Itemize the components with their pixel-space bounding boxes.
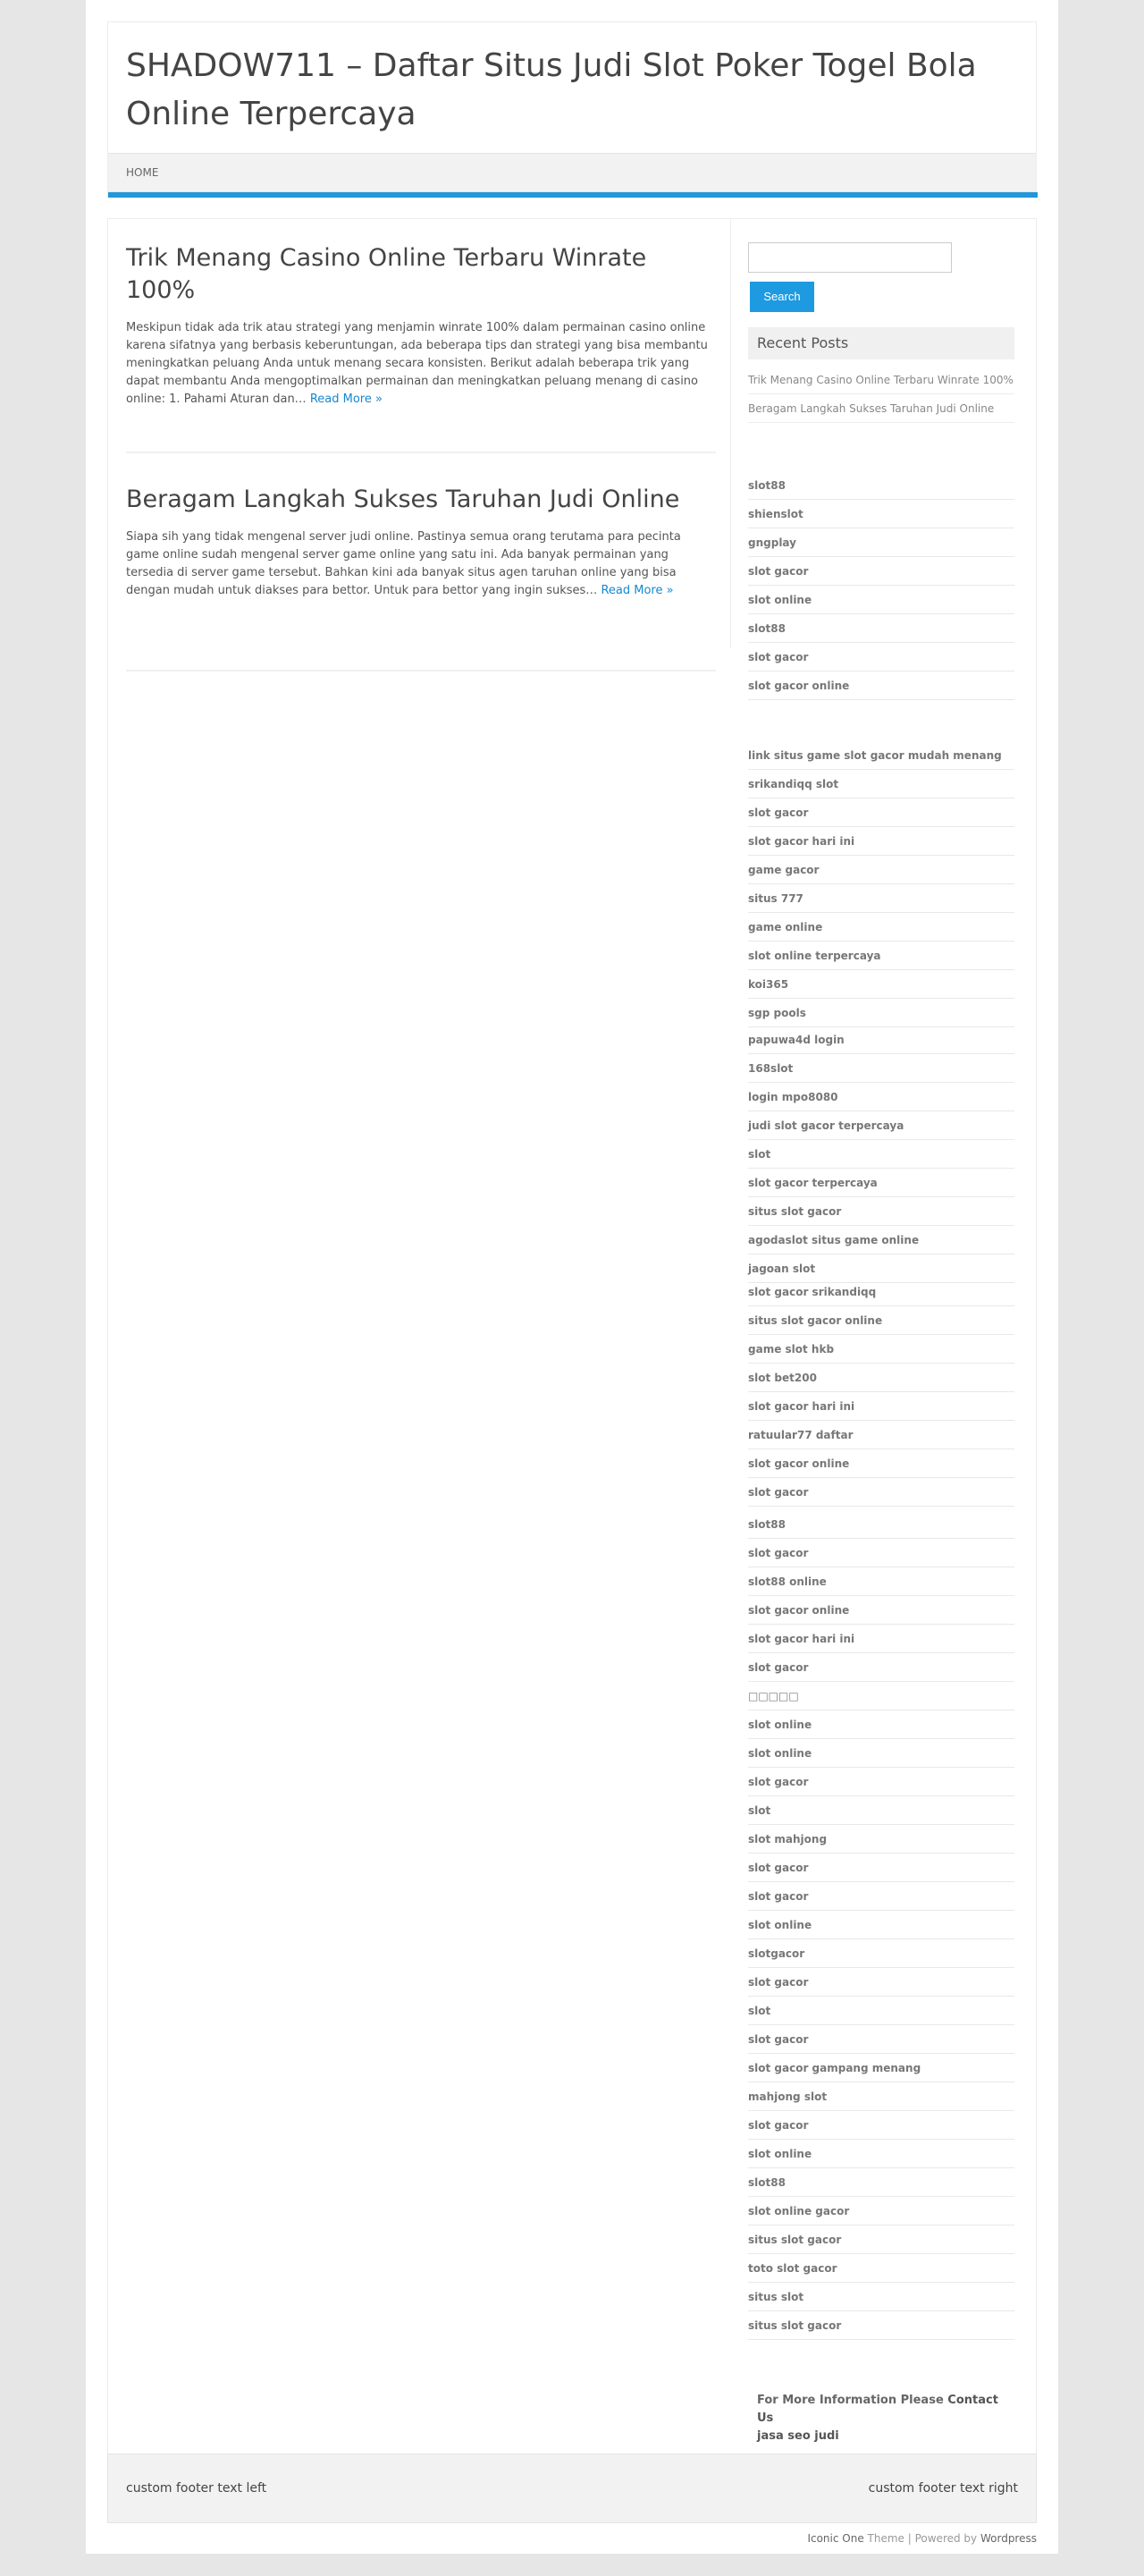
sidebar-link-group xyxy=(748,1510,1014,1796)
sidebar-link[interactable]: slot gacor xyxy=(748,2111,1014,2140)
content xyxy=(126,237,716,671)
sidebar-link[interactable]: slot gacor xyxy=(748,643,1014,671)
sidebar-link[interactable]: slot gacor xyxy=(748,1539,1014,1567)
sidebar-link[interactable]: □□□□□ xyxy=(748,1682,1014,1710)
theme-link[interactable]: Iconic One xyxy=(807,2532,864,2545)
recent-posts-title: Recent Posts xyxy=(748,327,1014,359)
wordpress-link[interactable]: Wordpress xyxy=(980,2532,1037,2545)
sidebar-link[interactable]: koi365 xyxy=(748,970,1014,999)
sidebar-link[interactable]: slot gacor xyxy=(748,557,1014,586)
sidebar-link[interactable]: slot online xyxy=(748,1710,1014,1739)
post-excerpt xyxy=(126,319,716,409)
main-nav xyxy=(108,153,1036,192)
sidebar-link[interactable]: 168slot xyxy=(748,1054,1014,1083)
sidebar-link[interactable]: slot88 xyxy=(748,614,1014,643)
credits xyxy=(807,2532,1037,2545)
sidebar-link[interactable]: slot online xyxy=(748,586,1014,614)
nav-accent-rule xyxy=(108,192,1038,198)
post-excerpt-text: Meskipun tidak ada trik atau strategi yang menjamin winrate 100% dalam permainan casino online karena sifatnya yang berbasis keberuntungan, ada beberapa tips dan strategi yang bisa membantu meningkatkan peluang Anda untuk menang secara konsisten. Berikut adalah beberapa trik yang dapat membantu Anda mengoptimalkan permainan dan meningkatkan peluang menang di casino online: 1. Pahami Aturan dan… xyxy=(126,321,708,406)
sidebar-link[interactable]: slot gacor xyxy=(748,1478,1014,1507)
sidebar-link[interactable]: login mpo8080 xyxy=(748,1083,1014,1111)
sidebar-link-group xyxy=(748,1026,1014,1283)
sidebar-link[interactable]: slot88 xyxy=(748,471,1014,500)
sidebar-link[interactable]: srikandiqq slot xyxy=(748,770,1014,798)
sidebar-link[interactable]: slot88 online xyxy=(748,1567,1014,1596)
sidebar-link[interactable]: jagoan slot xyxy=(748,1254,1014,1283)
post-title[interactable]: Beragam Langkah Sukses Taruhan Judi Online xyxy=(126,486,680,513)
sidebar-link[interactable]: situs slot xyxy=(748,2283,1014,2311)
sidebar-link[interactable]: game slot hkb xyxy=(748,1335,1014,1364)
sidebar-link[interactable]: slot online xyxy=(748,1911,1014,1939)
sidebar-link[interactable]: slot88 xyxy=(748,1510,1014,1539)
recent-post-link[interactable]: Trik Menang Casino Online Terbaru Winrate 100% xyxy=(748,366,1014,394)
sidebar-link[interactable]: slot gacor xyxy=(748,1653,1014,1682)
page xyxy=(86,0,1058,2554)
contact-info-text: For More Information Please xyxy=(757,2394,944,2407)
sidebar-link[interactable]: game online xyxy=(748,913,1014,942)
main-area xyxy=(107,218,1037,2454)
sidebar-link[interactable]: slot gacor xyxy=(748,798,1014,827)
read-more-link[interactable]: Read More » xyxy=(601,584,674,597)
sidebar-link[interactable]: slot gacor hari ini xyxy=(748,1392,1014,1421)
sidebar-link[interactable]: slot mahjong xyxy=(748,1825,1014,1854)
contact-us-link[interactable]: Contact Us xyxy=(757,2394,998,2425)
footer xyxy=(107,2454,1037,2523)
sidebar-link[interactable]: situs slot gacor online xyxy=(748,1306,1014,1335)
sidebar-link[interactable]: slot xyxy=(748,1997,1014,2025)
sidebar-link[interactable]: link situs game slot gacor mudah menang xyxy=(748,741,1014,770)
sidebar-link[interactable]: judi slot gacor terpercaya xyxy=(748,1111,1014,1140)
sidebar-link[interactable]: slot gacor online xyxy=(748,1449,1014,1478)
seo-link[interactable]: jasa seo judi xyxy=(757,2429,839,2443)
nav-item-home[interactable]: HOME xyxy=(126,166,159,179)
sidebar-link[interactable]: slot gacor online xyxy=(748,1596,1014,1625)
post-article xyxy=(126,242,716,453)
search-button[interactable]: Search xyxy=(750,282,814,312)
recent-posts-list xyxy=(748,366,1014,423)
sidebar-link-group xyxy=(748,741,1014,1027)
site-header xyxy=(107,21,1037,197)
sidebar-link[interactable]: slotgacor xyxy=(748,1939,1014,1968)
post-excerpt xyxy=(126,528,716,600)
sidebar-link[interactable]: slot gacor xyxy=(748,2025,1014,2054)
footer-text-left: custom footer text left xyxy=(126,2481,267,2496)
footer-text-right: custom footer text right xyxy=(868,2481,1018,2496)
sidebar-link[interactable]: slot online gacor xyxy=(748,2197,1014,2225)
post-article xyxy=(126,484,716,671)
sidebar-link[interactable]: slot online xyxy=(748,2140,1014,2168)
theme-word: Theme xyxy=(863,2532,904,2545)
sidebar-link[interactable]: slot xyxy=(748,1140,1014,1169)
sidebar-link[interactable]: slot gacor terpercaya xyxy=(748,1169,1014,1197)
sidebar-link[interactable]: gngplay xyxy=(748,528,1014,557)
sidebar-link[interactable]: slot gacor hari ini xyxy=(748,827,1014,856)
sidebar-link[interactable]: situs slot gacor xyxy=(748,2311,1014,2340)
read-more-link[interactable]: Read More » xyxy=(309,393,383,406)
sidebar-link[interactable]: game gacor xyxy=(748,856,1014,884)
sidebar-link[interactable]: ratuular77 daftar xyxy=(748,1421,1014,1449)
sidebar-link[interactable]: slot gacor srikandiqq xyxy=(748,1278,1014,1306)
sidebar-link[interactable]: agodaslot situs game online xyxy=(748,1226,1014,1254)
sidebar-link-group xyxy=(748,1278,1014,1507)
sidebar-link[interactable]: slot gacor xyxy=(748,1854,1014,1882)
contact-info xyxy=(757,2392,1007,2445)
sidebar-link-group xyxy=(748,1796,1014,2340)
sidebar-link[interactable]: slot88 xyxy=(748,2168,1014,2197)
sidebar-link[interactable]: mahjong slot xyxy=(748,2082,1014,2111)
post-title[interactable]: Trik Menang Casino Online Terbaru Winrate 100% xyxy=(126,244,647,304)
sidebar-link[interactable]: toto slot gacor xyxy=(748,2254,1014,2283)
site-title[interactable]: SHADOW711 – Daftar Situs Judi Slot Poker Togel Bola Online Terpercaya xyxy=(126,47,977,132)
search-input[interactable] xyxy=(748,242,952,273)
sidebar-link[interactable]: situs slot gacor xyxy=(748,1197,1014,1226)
recent-post-link[interactable]: Beragam Langkah Sukses Taruhan Judi Online xyxy=(748,394,1014,423)
sidebar-link[interactable]: papuwa4d login xyxy=(748,1026,1014,1054)
sidebar-link[interactable]: slot xyxy=(748,1796,1014,1825)
sidebar-link[interactable]: slot online terpercaya xyxy=(748,942,1014,970)
post-excerpt-text: Siapa sih yang tidak mengenal server judi online. Pastinya semua orang terutama para pecinta game online sudah mengenal server game online yang satu ini. Ada banyak permainan yang tersedia di server game tersebut. Bahkan kini ada banyak situs agen taruhan online yang bisa dengan mudah untuk diakses para bettor. Untuk para bettor yang ingin sukses… xyxy=(126,530,681,597)
sidebar-link[interactable]: slot gacor xyxy=(748,1768,1014,1796)
sidebar-link[interactable]: slot gacor online xyxy=(748,671,1014,700)
sidebar-link[interactable]: shienslot xyxy=(748,500,1014,528)
column-divider xyxy=(730,219,731,648)
credits-separator: | Powered by xyxy=(904,2532,980,2545)
sidebar-link[interactable]: slot gacor hari ini xyxy=(748,1625,1014,1653)
sidebar-link[interactable]: slot gacor gampang menang xyxy=(748,2054,1014,2082)
sidebar-link[interactable]: slot gacor xyxy=(748,1882,1014,1911)
sidebar-link[interactable]: sgp pools xyxy=(748,999,1014,1027)
sidebar-link[interactable]: situs 777 xyxy=(748,884,1014,913)
sidebar-link[interactable]: slot gacor xyxy=(748,1968,1014,1997)
sidebar-link[interactable]: slot bet200 xyxy=(748,1364,1014,1392)
sidebar-link-group xyxy=(748,471,1014,700)
sidebar-link[interactable]: slot online xyxy=(748,1739,1014,1768)
sidebar-link[interactable]: situs slot gacor xyxy=(748,2225,1014,2254)
